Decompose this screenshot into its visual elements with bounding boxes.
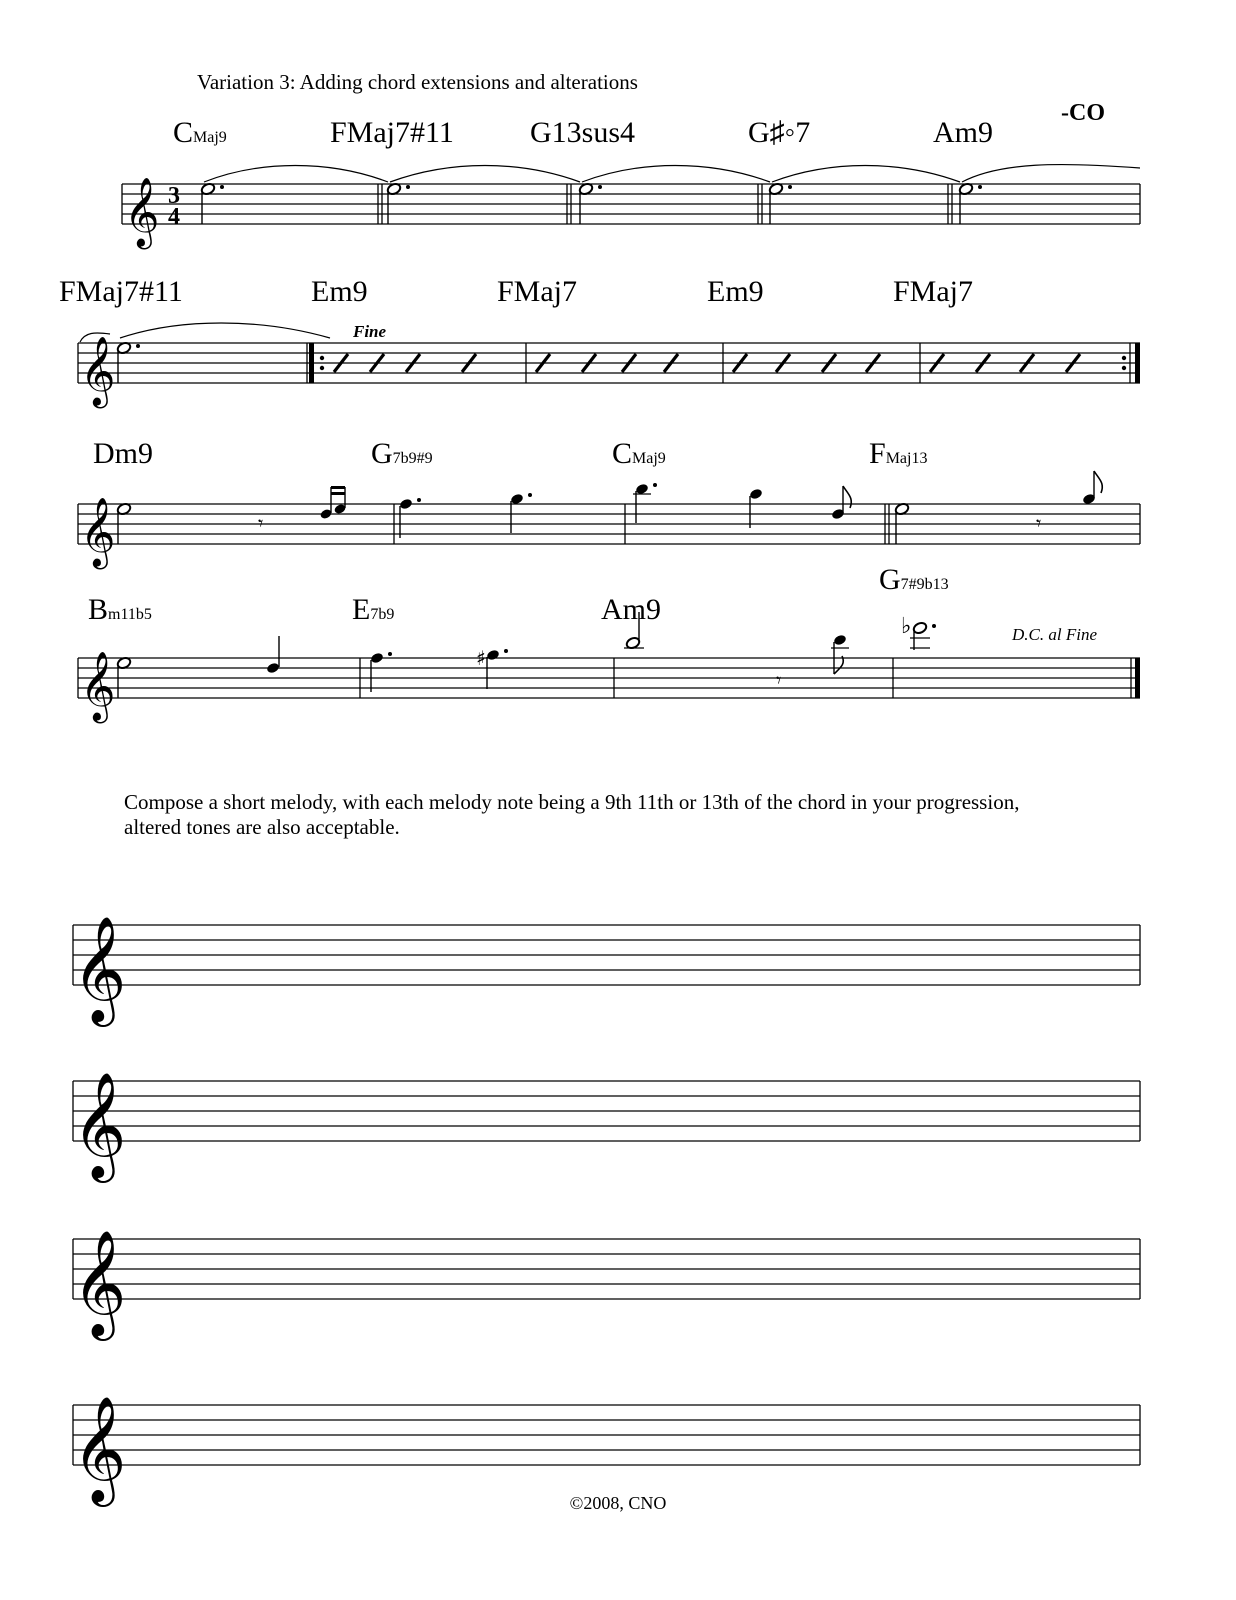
blank-staff-4 (73, 1405, 1140, 1465)
eighth-rest: 𝄾 (776, 668, 782, 692)
dotted-quarter-note (633, 483, 657, 523)
treble-clef-icon: 𝄞 (72, 1229, 127, 1336)
blank-staff-3 (73, 1239, 1140, 1299)
eighth-note (1082, 471, 1103, 505)
instructions-line-1: Compose a short melody, with each melody note being a 9th 11th or 13th of the chord in your progression, (124, 790, 1020, 814)
time-signature (168, 183, 180, 230)
chord-symbol: Am9 (601, 593, 661, 626)
thick-barlines (309, 343, 1140, 698)
chord-symbol: CMaj9 (173, 116, 227, 149)
dotted-half-note (958, 182, 982, 224)
notes-system-3 (116, 471, 1102, 544)
instructions-line-2: altered tones are also acceptable. (124, 815, 400, 839)
treble-clef-icon: 𝄞 (80, 497, 116, 567)
dotted-half-note (116, 341, 140, 383)
chord-symbol: E7b9 (352, 593, 395, 626)
treble-clef-icon: 𝄞 (80, 651, 116, 721)
staff-system-4 (78, 658, 1140, 698)
chord-symbol: FMaj7#11 (330, 116, 454, 149)
staff-system-2 (78, 343, 1140, 383)
page-title: Variation 3: Adding chord extensions and alterations (197, 70, 638, 94)
chord-symbol: Am9 (933, 116, 993, 149)
chord-symbol: FMaj13 (869, 437, 928, 470)
dotted-half-note (578, 182, 602, 224)
staff-system-3 (78, 504, 1140, 544)
svg-text:4: 4 (168, 204, 180, 230)
blank-staff-2 (73, 1081, 1140, 1141)
chord-symbol: FMaj7#11 (59, 275, 183, 308)
sixteenth-note-pair (319, 486, 346, 520)
ties (80, 165, 1140, 342)
staff-system-1 (122, 184, 1140, 224)
chord-symbol: G7b9#9 (371, 437, 433, 470)
half-note (116, 656, 132, 698)
chord-symbol: G♯◦7 (748, 116, 811, 149)
eighth-rest: 𝄾 (1036, 511, 1042, 535)
treble-clef-icon: 𝄞 (80, 336, 116, 406)
chord-symbol: Dm9 (93, 437, 153, 470)
quarter-note (749, 488, 764, 528)
chord-symbol: Em9 (707, 275, 764, 308)
half-note (894, 502, 910, 544)
dotted-quarter-note (486, 649, 508, 689)
fine-marking: Fine (353, 322, 387, 341)
sharp-icon: ♯ (476, 646, 486, 670)
half-note (624, 612, 644, 650)
chord-symbol: G7#9b13 (879, 563, 949, 596)
dotted-half-note (386, 182, 410, 224)
flat-icon: ♭ (901, 614, 912, 639)
chord-symbol: Em9 (311, 275, 368, 308)
blank-staff-1 (73, 925, 1140, 985)
dotted-half-note (200, 182, 224, 224)
svg-text:3: 3 (168, 183, 180, 209)
copyright: ©2008, CNO (569, 1493, 667, 1513)
chord-symbol: FMaj7 (893, 275, 974, 308)
eighth-note (831, 486, 852, 520)
treble-clef-icon: 𝄞 (72, 1395, 127, 1502)
notes-system-4 (116, 612, 936, 698)
chord-symbol: G13sus4 (530, 116, 636, 149)
half-note (116, 502, 132, 544)
chord-symbol: FMaj7 (497, 275, 578, 308)
chord-symbol: Bm11b5 (88, 593, 152, 626)
dotted-half-note (768, 182, 792, 224)
dotted-quarter-note (510, 493, 532, 533)
dotted-half-note (910, 621, 936, 650)
treble-clef-icon: 𝄞 (124, 177, 160, 247)
instructions (124, 790, 1164, 840)
notes-system-2 (116, 341, 1080, 383)
notes-system-1 (200, 182, 982, 224)
author-mark: -CO (1061, 100, 1105, 126)
quarter-note (266, 636, 281, 674)
chord-symbol: CMaj9 (612, 437, 666, 470)
treble-clef-icon: 𝄞 (72, 915, 127, 1022)
treble-clef-icon: 𝄞 (72, 1071, 127, 1178)
eighth-rest: 𝄾 (258, 511, 264, 535)
dc-al-fine-marking: D.C. al Fine (1012, 625, 1097, 644)
